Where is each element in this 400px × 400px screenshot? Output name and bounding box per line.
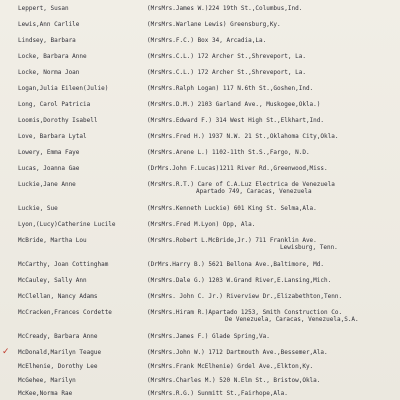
list-item (0, 101, 400, 113)
entry-name: Loomis,Dorothy Isabell (18, 117, 98, 124)
list-item (0, 5, 400, 17)
entry-address: (MrsMrs.Charles M.) 520 N.Elm St., Bristow,Okla. (147, 377, 321, 384)
list-item (0, 149, 400, 161)
list-item (0, 363, 400, 375)
entry-name: McDonald,Marilyn Teague (18, 349, 102, 356)
entry-address: (MrsMrs.James F.) Glade Spring,Va. (147, 333, 270, 340)
entry-name: McCarthy, Joan Cottingham (18, 261, 109, 268)
entry-name: McClellan, Nancy Adams (18, 293, 98, 300)
entry-name: Lucas, Joanna Gae (18, 165, 80, 172)
checkmark-icon: ✓ (2, 347, 10, 357)
entry-address: (MrsMrs.John W.) 1712 Dartmouth Ave.,Bessemer,Ala. (147, 349, 328, 356)
entry-name: Lyon,(Lucy)Catherine Lucile (18, 221, 116, 228)
entry-address: (MrsMrs.Edward F.) 314 West High St.,Elkhart,Ind. (147, 117, 325, 124)
entry-address: (MrsMrs.Ralph Logan) 117 N.6th St.,Goshen,Ind. (147, 85, 314, 92)
entry-address: (MrsMrs.Warlane Lewis) Greensburg,Ky. (147, 21, 281, 28)
entry-address-continued: Lewisburg, Tenn. (280, 244, 338, 251)
entry-address-continued: De Venezuela, Caracas, Venezuela,S.A. (225, 316, 359, 323)
entry-name: McKee,Norma Rae (18, 390, 73, 397)
entry-name: McCready, Barbara Anne (18, 333, 98, 340)
entry-address: (MrsMrs.R.T.) Care of C.A.Luz Electrica de Venezuela (147, 181, 335, 188)
entry-address: (MrsMrs.Fred H.) 1937 N.W. 21 St.,Oklahoma City,Okla. (147, 133, 339, 140)
entry-address: (MrsMrs.Hiram R.)Apartado 1253, Smith Construction Co. (147, 309, 343, 316)
entry-address: (MrsMrs.Dale G.) 1203 W.Grand River,E.Lansing,Mich. (147, 277, 332, 284)
entry-address: (DrMrs.Harry B.) 5621 Bellona Ave.,Baltimore, Md. (147, 261, 325, 268)
entry-address: (MrsMrs.C.L.) 172 Archer St.,Shreveport, La. (147, 53, 306, 60)
entry-address-continued: Apartado 749, Caracas, Venezuela (196, 188, 312, 195)
entry-name: Locke, Barbara Anne (18, 53, 87, 60)
list-item (0, 69, 400, 81)
list-item (0, 333, 400, 345)
entry-address: (MrsMrs.R.G.) Sunmitt St.,Fairhope,Ala. (147, 390, 288, 397)
entry-address: (MrsMrs.James W.)224 19th St.,Columbus,Ind. (147, 5, 303, 12)
list-item (0, 277, 400, 289)
entry-address: (MrsMrs.Robert L.McBride,Jr.) 711 Franklin Ave. (147, 237, 317, 244)
list-item (0, 237, 400, 257)
list-item (0, 309, 400, 329)
entry-name: McGehee, Marilyn (18, 377, 76, 384)
entry-name: Long, Carol Patricia (18, 101, 91, 108)
entry-name: Lowery, Emma Faye (18, 149, 80, 156)
entry-address: (MrsMrs.C.L.) 172 Archer St.,Shreveport, La. (147, 69, 306, 76)
list-item (0, 349, 400, 361)
list-item (0, 53, 400, 65)
entry-name: McBride, Martha Lou (18, 237, 87, 244)
list-item (0, 133, 400, 145)
entry-address: (MrsMrs.F.C.) Box 34, Arcadia,La. (147, 37, 267, 44)
list-item (0, 390, 400, 400)
entry-address: (MrsMrs.Kenneth Luckie) 601 King St. Selma,Ala. (147, 205, 317, 212)
entry-name: Lewis,Ann Carlile (18, 21, 80, 28)
entry-name: McCauley, Sally Ann (18, 277, 87, 284)
list-item (0, 181, 400, 201)
entry-name: Logan,Julia Eileen(Julie) (18, 85, 109, 92)
entry-address: (MrsMrs.D.M.) 2103 Garland Ave., Muskogee,Okla.) (147, 101, 321, 108)
entry-name: Leppert, Susan (18, 5, 69, 12)
list-item (0, 37, 400, 49)
list-item (0, 293, 400, 305)
entry-name: Lindsey, Barbara (18, 37, 76, 44)
entry-name: McElhenie, Dorothy Lee (18, 363, 98, 370)
entry-address: (MrsMrs. John C. Jr.) Riverview Dr.,Elizabethton,Tenn. (147, 293, 343, 300)
list-item (0, 165, 400, 177)
entry-address: (MrsMrs.Frank McElhenie) Grdel Ave.,Elkton,Ky. (147, 363, 314, 370)
list-item (0, 21, 400, 33)
list-item (0, 205, 400, 217)
entry-name: McCracken,Frances Cordette (18, 309, 112, 316)
list-item (0, 221, 400, 233)
list-item (0, 377, 400, 389)
entry-address: (MrsMrs.Arene L.) 1102-11th St.S.,Fargo, N.D. (147, 149, 310, 156)
entry-name: Luckie,Jane Anne (18, 181, 76, 188)
entry-name: Love, Barbara Lytal (18, 133, 87, 140)
entry-name: Locke, Norma Joan (18, 69, 80, 76)
list-item (0, 261, 400, 273)
list-item (0, 85, 400, 97)
list-item (0, 117, 400, 129)
entry-address: (MrsMrs.Fred M.Lyon) Opp, Ala. (147, 221, 256, 228)
entry-name: Luckie, Sue (18, 205, 58, 212)
entry-address: (DrMrs.John F.Lucas)1211 River Rd.,Greenwood,Miss. (147, 165, 328, 172)
